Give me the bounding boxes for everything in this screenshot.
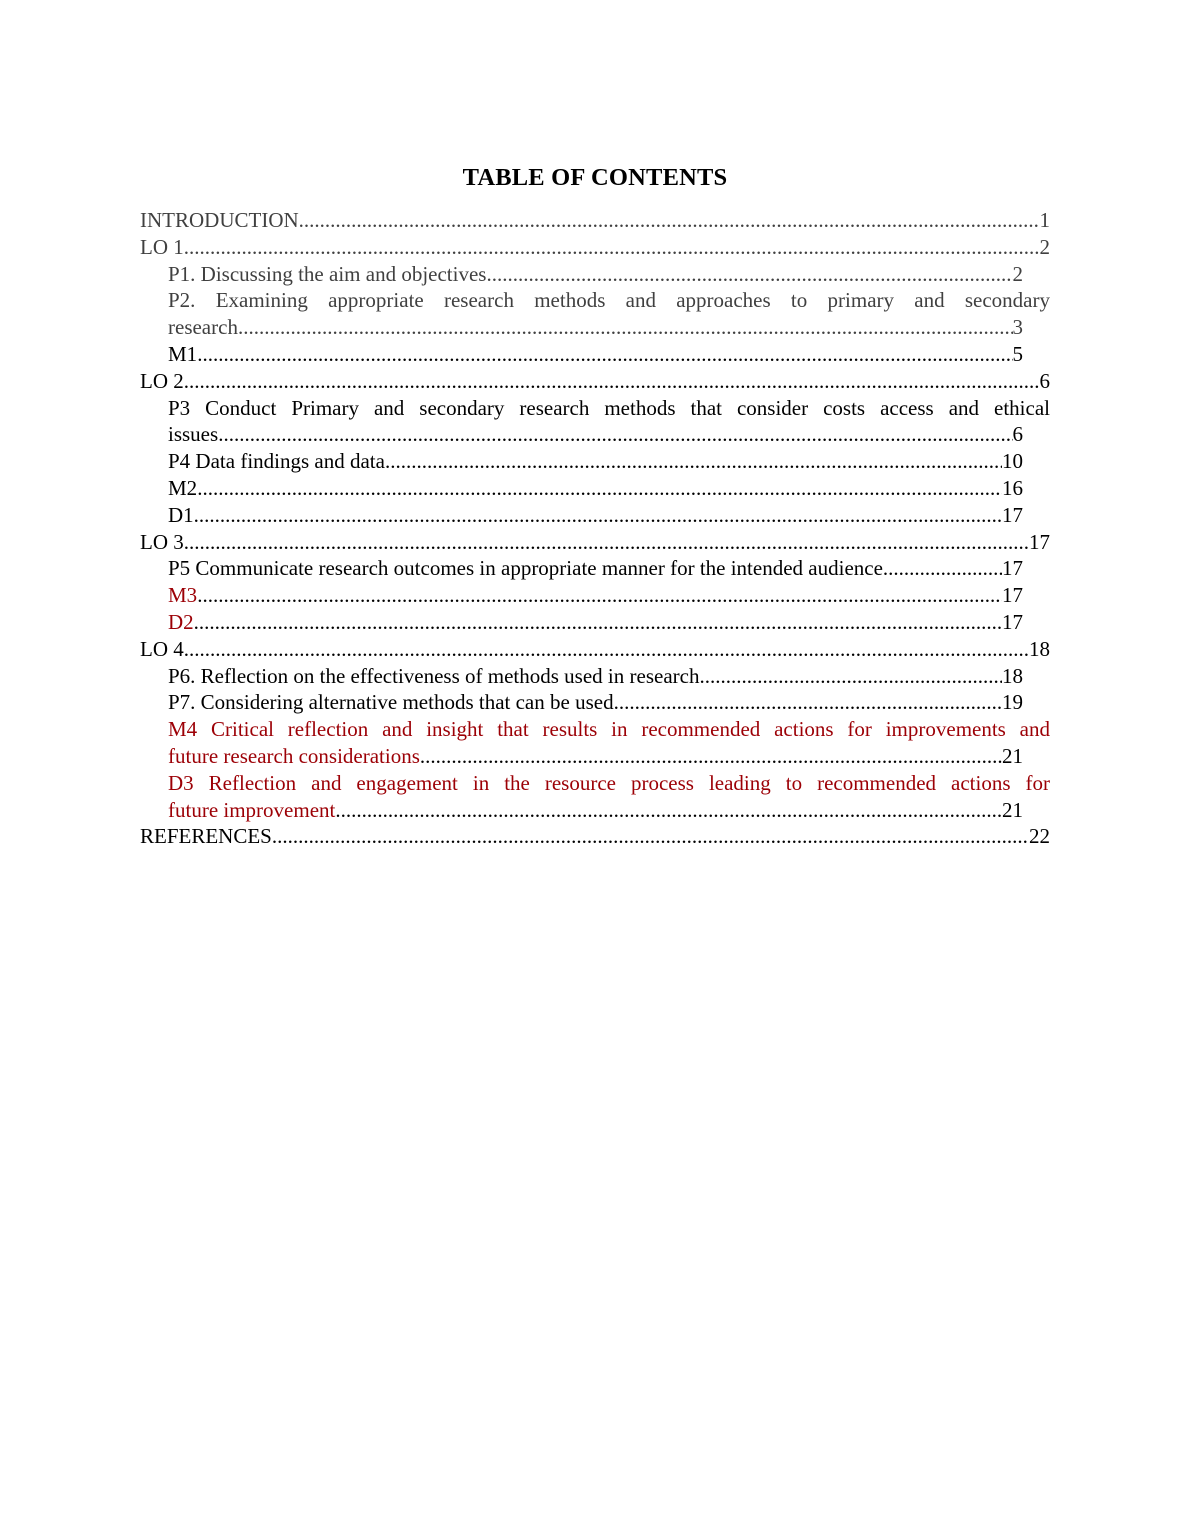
toc-entry-p6[interactable] xyxy=(168,663,1023,690)
toc-entry-page: 17 xyxy=(1002,556,1023,581)
toc-entry-text-line1: P2. Examining appropriate research methods and approaches to primary and secondary xyxy=(168,288,1050,313)
toc-entry-page: 18 xyxy=(1002,663,1023,688)
toc-entry-text: D2 xyxy=(168,609,194,634)
toc-leader-dots xyxy=(335,797,1002,824)
toc-entry-d1[interactable] xyxy=(168,502,1023,529)
toc-entry-page: 21 xyxy=(1002,797,1023,822)
toc-entry-text: P5 Communicate research outcomes in appropriate manner for the intended audience xyxy=(168,556,883,581)
toc-entry-p7[interactable] xyxy=(168,689,1023,716)
toc-entry-d2[interactable] xyxy=(168,609,1023,636)
toc-entry-page: 1 xyxy=(1039,208,1050,232)
toc-entry-text: LO 2 xyxy=(140,368,184,393)
toc-entry-p3[interactable] xyxy=(168,395,1050,449)
toc-entry-text: M2 xyxy=(168,475,198,500)
toc-leader-dots xyxy=(883,555,1002,582)
toc-entry-text-line2: future research considerations xyxy=(168,743,420,768)
toc-leader-dots xyxy=(385,448,1002,475)
toc-entry-page: 5 xyxy=(1012,341,1023,366)
toc-leader-dots xyxy=(194,609,1002,636)
toc-entry-p2[interactable] xyxy=(168,287,1050,341)
toc-entry-page: 16 xyxy=(1002,475,1023,500)
toc-entry-page: 17 xyxy=(1002,609,1023,634)
toc-leader-dots xyxy=(194,502,1002,529)
toc-leader-dots xyxy=(184,636,1029,663)
toc-entry-p5[interactable] xyxy=(168,555,1023,582)
toc-entry-text-line2: issues xyxy=(168,422,219,447)
toc-leader-dots xyxy=(184,529,1029,556)
toc-entry-page: 19 xyxy=(1002,690,1023,715)
toc-entry-m3[interactable] xyxy=(168,582,1023,609)
toc-entry-line2 xyxy=(168,797,1023,824)
toc-leader-dots xyxy=(299,207,1040,234)
toc-entry-text-line1: D3 Reflection and engagement in the resource process leading to recommended actions for xyxy=(168,770,1050,795)
toc-entry-text: LO 4 xyxy=(140,636,184,661)
toc-entry-text: P1. Discussing the aim and objectives xyxy=(168,261,487,286)
toc-leader-dots xyxy=(197,475,1002,502)
toc-entry-p4[interactable] xyxy=(168,448,1023,475)
toc-leader-dots xyxy=(272,823,1029,850)
toc-entry-lo2[interactable] xyxy=(140,368,1050,395)
toc-entry-d3[interactable] xyxy=(168,770,1050,824)
toc-entry-m2[interactable] xyxy=(168,475,1023,502)
toc-leader-dots xyxy=(197,582,1002,609)
toc-entry-lo1[interactable] xyxy=(140,234,1050,261)
toc-entry-page: 2 xyxy=(1039,234,1050,259)
toc-entry-lo3[interactable] xyxy=(140,529,1050,556)
toc-entry-text-line1: P3 Conduct Primary and secondary research methods that consider costs access and ethical xyxy=(168,395,1050,420)
toc-leader-dots xyxy=(699,663,1002,690)
toc-entry-text-line2: research xyxy=(168,315,238,340)
toc-leader-dots xyxy=(614,689,1002,716)
toc-entry-text: P6. Reflection on the effectiveness of methods used in research xyxy=(168,663,700,688)
toc-entry-text: P4 Data findings and data xyxy=(168,449,385,474)
toc-entry-introduction[interactable] xyxy=(140,207,1050,234)
toc-entry-page: 10 xyxy=(1002,449,1023,474)
toc-entry-page: 17 xyxy=(1002,583,1023,608)
toc-entry-text-line1: M4 Critical reflection and insight that results in recommended actions for improvements and xyxy=(168,717,1050,742)
toc-entry-m1[interactable] xyxy=(168,341,1023,368)
toc-entry-p1[interactable] xyxy=(168,261,1023,288)
toc-entry-line2 xyxy=(168,421,1023,448)
toc-leader-dots xyxy=(486,261,1012,288)
toc-entry-text: LO 3 xyxy=(140,529,184,554)
toc-entry-page: 18 xyxy=(1029,636,1050,661)
toc-leader-dots xyxy=(184,368,1040,395)
toc-entry-text: P7. Considering alternative methods that can be used xyxy=(168,690,614,715)
toc-leader-dots xyxy=(218,421,1012,448)
toc-entry-page: 21 xyxy=(1002,743,1023,768)
toc-entry-line2 xyxy=(168,743,1023,770)
toc-entry-text: D1 xyxy=(168,502,194,527)
toc-leader-dots xyxy=(197,341,1012,368)
toc-entry-text: INTRODUCTION xyxy=(140,208,299,232)
toc-entry-page: 6 xyxy=(1039,368,1050,393)
toc-entry-page: 6 xyxy=(1012,422,1023,447)
toc-entry-text: M3 xyxy=(168,583,198,608)
toc-entry-page: 3 xyxy=(1012,315,1023,340)
toc-leader-dots xyxy=(184,234,1040,261)
toc-entry-m4[interactable] xyxy=(168,716,1050,770)
toc-entry-text: REFERENCES xyxy=(140,824,272,849)
table-of-contents xyxy=(140,207,1050,850)
toc-entry-text: M1 xyxy=(168,341,198,366)
toc-entry-page: 2 xyxy=(1012,261,1023,286)
toc-entry-references[interactable] xyxy=(140,823,1050,850)
toc-entry-page: 22 xyxy=(1029,824,1050,849)
toc-leader-dots xyxy=(238,314,1013,341)
toc-entry-lo4[interactable] xyxy=(140,636,1050,663)
toc-entry-page: 17 xyxy=(1002,502,1023,527)
toc-entry-text: LO 1 xyxy=(140,234,184,259)
toc-entry-text-line2: future improvement xyxy=(168,797,336,822)
toc-title: TABLE OF CONTENTS xyxy=(462,164,728,191)
toc-entry-page: 17 xyxy=(1029,529,1050,554)
toc-leader-dots xyxy=(420,743,1002,770)
toc-entry-line2 xyxy=(168,314,1023,341)
